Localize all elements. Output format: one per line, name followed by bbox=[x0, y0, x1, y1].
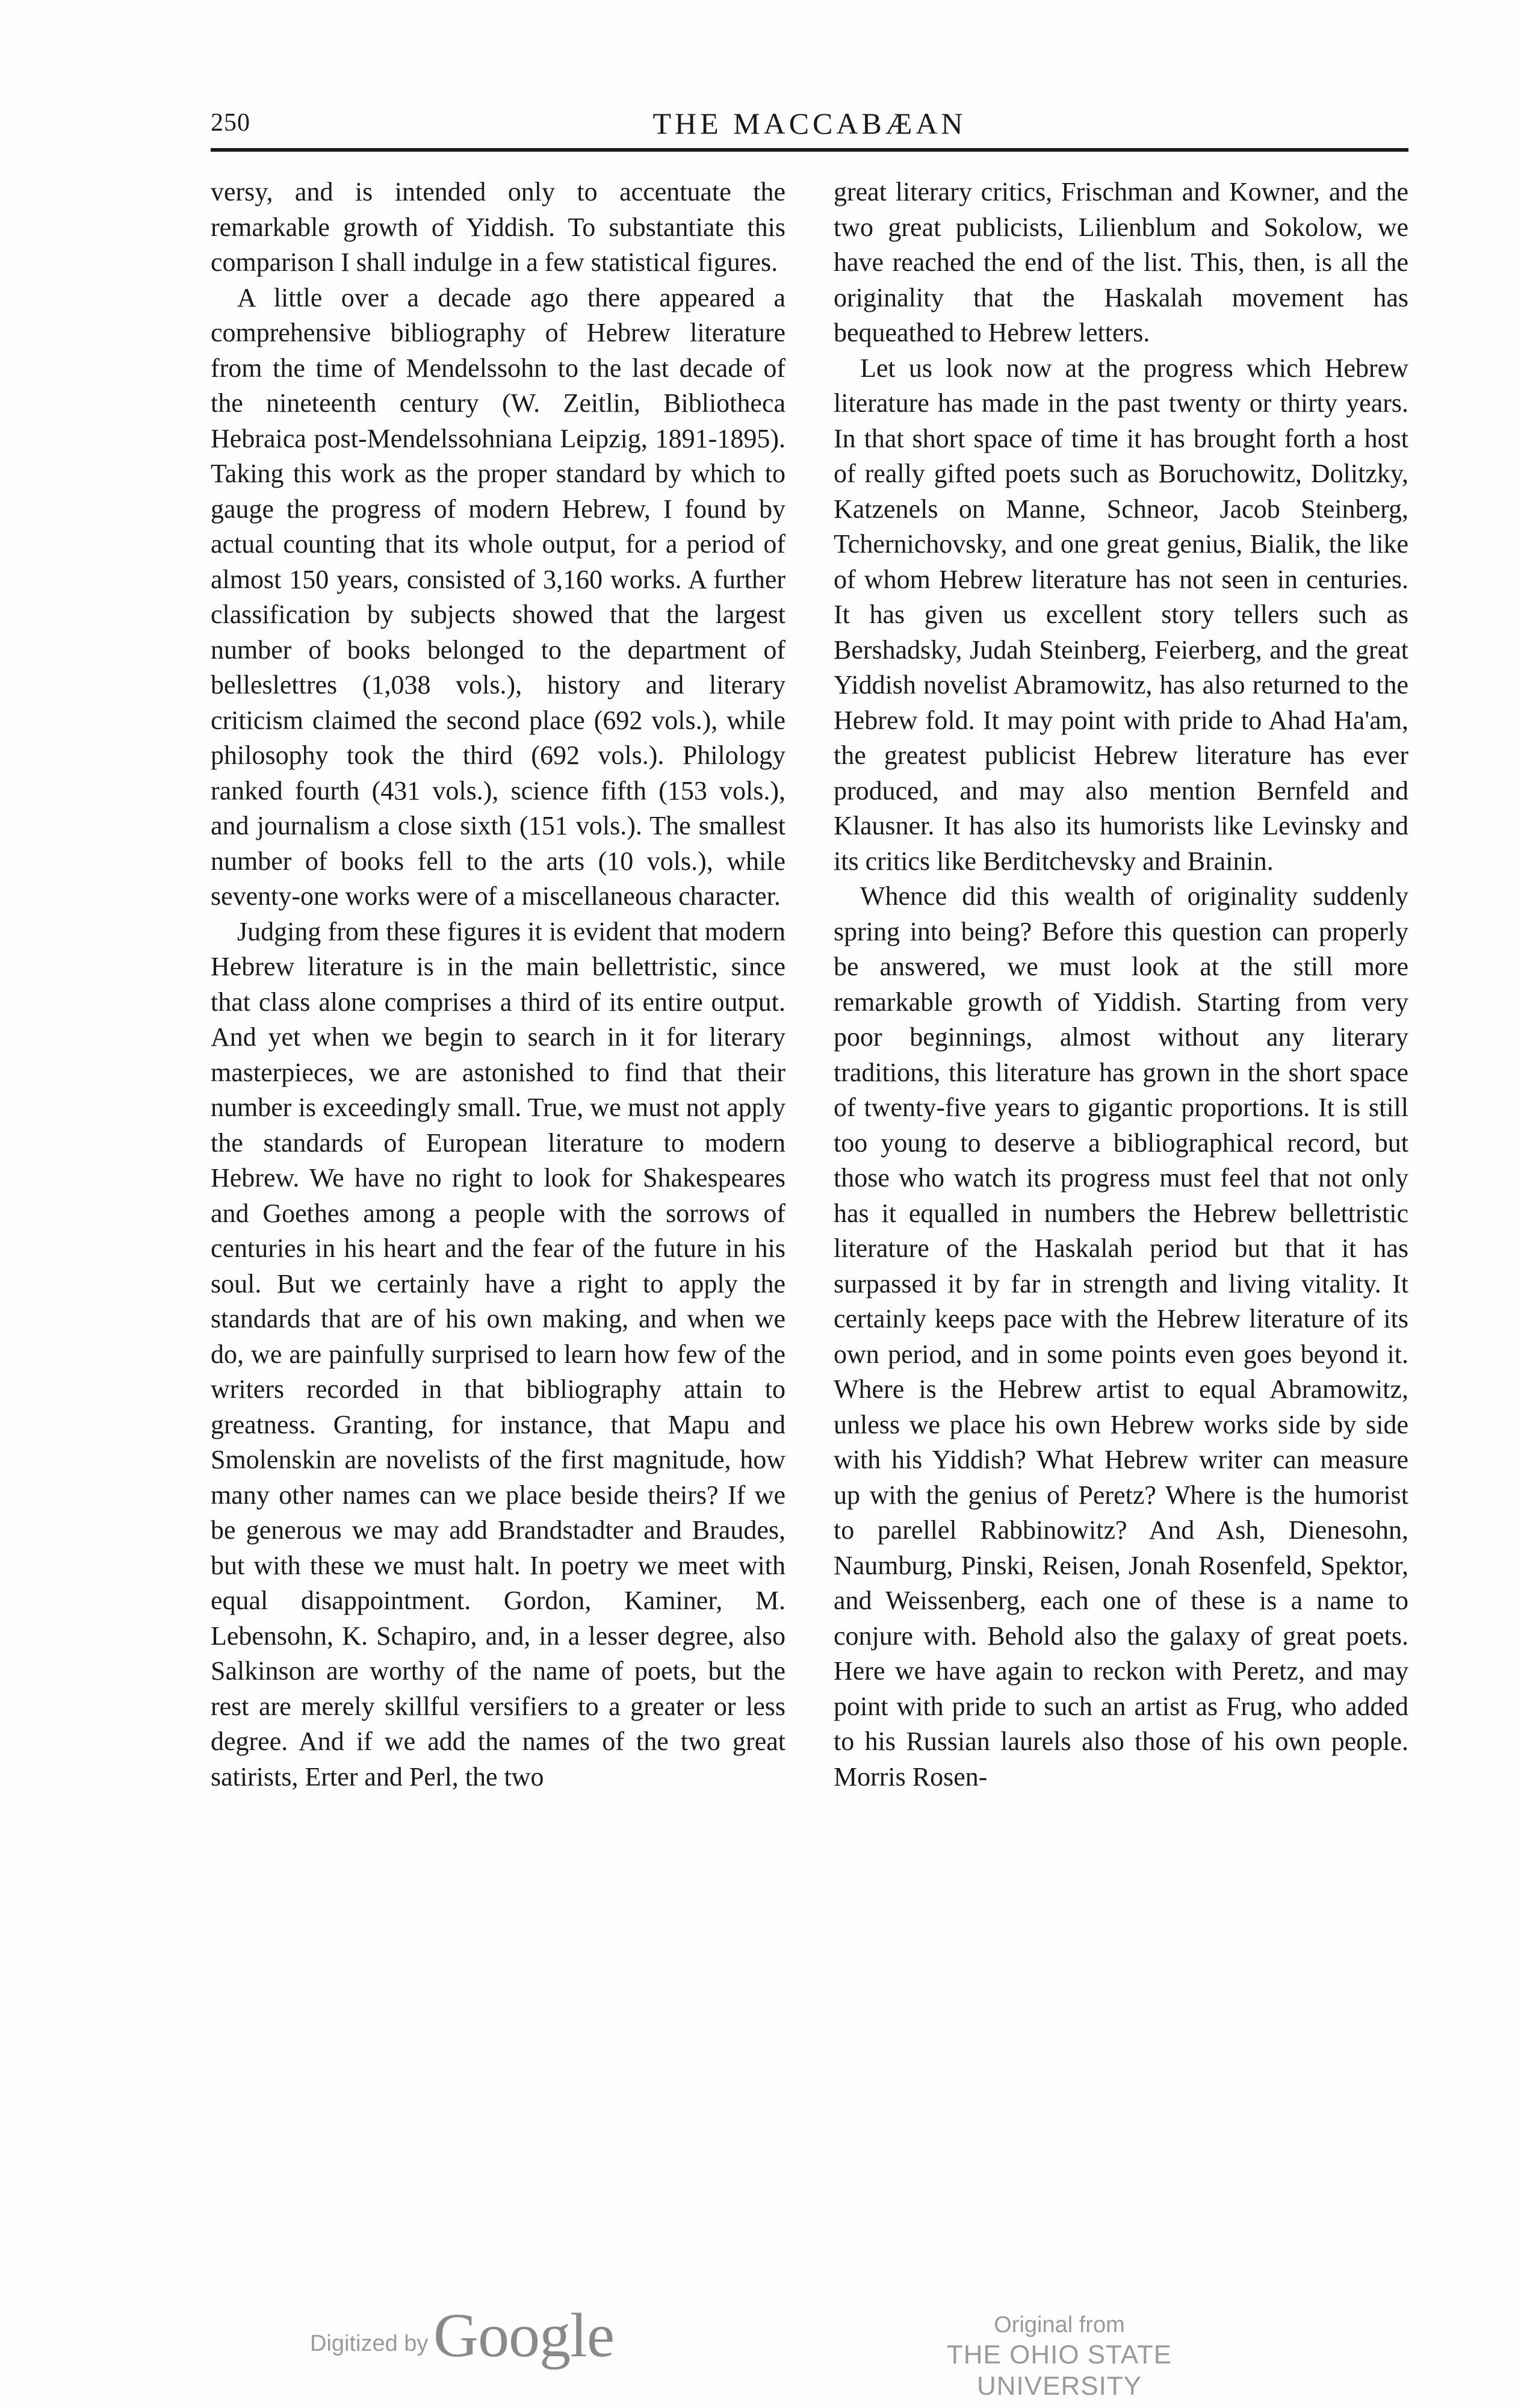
left-column bbox=[211, 175, 785, 1795]
paragraph: A little over a decade ago there appeared a comprehensive bibliography of Hebrew literature from the time of Mendelssohn to the last decade of the nineteenth century (W. Zeitlin, Bibliotheca Hebraica post-Mendelssohniana Leipzig, 1891-1895). Taking this work as the proper standard by which to gauge the progress of modern Hebrew, I found by actual counting that its whole output, for a period of almost 150 years, consisted of 3,160 works. A further classification by subjects showed that the largest number of books belonged to the department of belleslettres (1,038 vols.), history and literary criticism claimed the second place (692 vols.), while philosophy took the third (692 vols.). Philology ranked fourth (431 vols.), science fifth (153 vols.), and journalism a close sixth (151 vols.). The smallest number of books fell to the arts (10 vols.), while seventy-one works were of a miscellaneous character. bbox=[211, 282, 785, 911]
header-rule bbox=[211, 148, 1408, 152]
journal-title: THE MACCABÆAN bbox=[652, 107, 967, 140]
original-from-watermark bbox=[867, 2310, 1252, 2402]
google-logo: Google bbox=[433, 2301, 615, 2370]
library-name: THE OHIO STATE UNIVERSITY bbox=[946, 2340, 1173, 2401]
paragraph: Judging from these figures it is evident that modern Hebrew literature is in the main bellettristic, since that class alone comprises a third of its entire output. And yet when we begin to search in it for literary masterpieces, we are astonished to find that their number is exceedingly small. True, we must not apply the standards of European literature to modern Hebrew. We have no right to look for Shakespeares and Goethes among a people with the sorrows of centuries in his heart and the fear of the future in his soul. But we certainly have a right to apply the standards that are of his own making, and when we do, we are painfully surprised to learn how few of the writers recorded in that bibliography attain to greatness. Granting, for instance, that Mapu and Smolenskin are novelists of the first magnitude, how many other names can we place beside theirs? If we be generous we may add Brandstadter and Braudes, but with these we must halt. In poetry we meet with equal disappointment. Gordon, Kaminer, M. Lebensohn, K. Schapiro, and, in a lesser degree, also Salkinson are worthy of the name of poets, but the rest are merely skillful versifiers to a greater or less degree. And if we add the names of the two great satirists, Erter and Perl, the two bbox=[211, 916, 785, 1792]
right-column bbox=[834, 175, 1408, 1795]
paragraph: Let us look now at the progress which Hebrew literature has made in the past twenty or thirty years. In that short space of time it has brought forth a host of really gifted poets such as Boruchowitz, Dolitzky, Katzenels on Manne, Schneor, Jacob Steinberg, Tchernichovsky, and one great genius, Bialik, the like of whom Hebrew literature has not seen in centuries. It has given us excellent story tellers such as Bershadsky, Judah Steinberg, Feierberg, and the great Yiddish novelist Abramowitz, has also returned to the Hebrew fold. It may point with pride to Ahad Ha'am, the greatest publicist Hebrew literature has ever produced, and may also mention Bernfeld and Klausner. It has also its humorists like Levinsky and its critics like Berditchevsky and Brainin. bbox=[834, 353, 1408, 876]
paragraph: Whence did this wealth of originality suddenly spring into being? Before this question can properly be answered, we must look at the still more remarkable growth of Yiddish. Starting from very poor beginnings, almost without any literary traditions, this literature has grown in the short space of twenty-five years to gigantic proportions. It is still too young to deserve a bibliographical record, but those who watch its progress must feel that not only has it equalled in numbers the Hebrew bellettristic literature of the Haskalah period but that it has surpassed it by far in strength and living vitality. It certainly keeps pace with the Hebrew literature of its own period, and in some points even goes beyond it. Where is the Hebrew artist to equal Abramowitz, unless we place his own Hebrew works side by side with his Yiddish? What Hebrew writer can measure up with the genius of Peretz? Where is the humorist to parellel Rabbinowitz? And Ash, Dienesohn, Naumburg, Pinski, Reisen, Jonah Rosenfeld, Spektor, and Weissenberg, each one of these is a name to conjure with. Behold also the galaxy of great poets. Here we have again to reckon with Peretz, and may point with pride to such an artist as Frug, who added to his Russian laurels also those of his own people. Morris Rosen- bbox=[834, 881, 1408, 1792]
running-head bbox=[211, 102, 1408, 150]
digitized-label: Digitized by bbox=[310, 2331, 429, 2356]
page-number: 250 bbox=[211, 109, 250, 137]
original-from-label: Original from bbox=[994, 2312, 1125, 2338]
paragraph: great literary critics, Frischman and Kowner, and the two great publicists, Lilienblum and Sokolow, we have reached the end of the list. This, then, is all the originality that the Haskalah movement has bequeathed to Hebrew letters. bbox=[834, 177, 1408, 347]
paragraph: versy, and is intended only to accentuate the remarkable growth of Yiddish. To substantiate this comparison I shall indulge in a few statistical figures. bbox=[211, 177, 785, 277]
